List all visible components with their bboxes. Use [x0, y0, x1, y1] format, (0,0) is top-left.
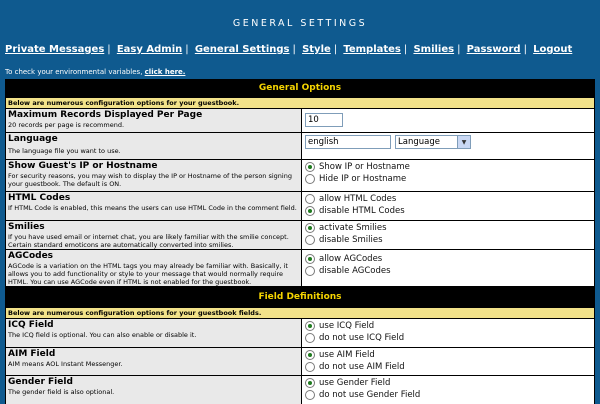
smilies-desc: If you have used email or internet chat, you are likely familiar with the smilie concept. Certain standard emoticons are automatically converted into smilies.	[8, 233, 289, 249]
nav-templates[interactable]: Templates	[343, 44, 401, 55]
nav-private-messages[interactable]: Private Messages	[5, 44, 105, 55]
setting-row-smilies	[6, 221, 594, 249]
setting-control-cell	[302, 319, 594, 347]
setting-label-cell	[6, 250, 301, 286]
gender-title: Gender Field	[8, 377, 73, 387]
setting-row-max-records	[6, 109, 594, 132]
nav-general-settings[interactable]: General Settings	[194, 44, 290, 55]
general-options-desc: Below are numerous configuration options for your guestbook.	[6, 98, 594, 108]
smilies-activate-label: activate Smilies	[319, 223, 387, 233]
setting-label-cell	[6, 160, 301, 191]
setting-control-cell	[302, 192, 594, 220]
setting-row-ip	[6, 160, 594, 191]
general-options-heading: General Options	[6, 80, 594, 97]
radio-unchecked-icon[interactable]	[305, 333, 315, 343]
agcodes-allow-option[interactable]	[305, 253, 591, 265]
gender-desc: The gender field is also optional.	[8, 388, 115, 396]
radio-unchecked-icon[interactable]	[305, 235, 315, 245]
icq-nouse-label: do not use ICQ Field	[319, 333, 405, 343]
nav-separator: |	[107, 44, 111, 55]
icq-title: ICQ Field	[8, 320, 54, 330]
language-desc: The language file you want to use.	[8, 147, 121, 155]
agcodes-disable-option[interactable]	[305, 265, 591, 277]
nav-style[interactable]: Style	[302, 44, 331, 55]
nav-password[interactable]: Password	[466, 44, 521, 55]
html-disable-label: disable HTML Codes	[319, 206, 405, 216]
max-records-desc: 20 records per page is recommend.	[8, 121, 125, 129]
nav-separator: |	[403, 44, 408, 55]
setting-label-cell	[6, 348, 301, 375]
icq-use-option[interactable]	[305, 320, 591, 332]
setting-control-cell	[302, 250, 594, 286]
smilies-disable-label: disable Smilies	[319, 235, 383, 245]
max-records-input[interactable]: 10	[305, 113, 343, 127]
setting-control-cell	[302, 348, 594, 375]
env-variables-link[interactable]: click here.	[144, 68, 186, 76]
field-definitions-heading: Field Definitions	[6, 287, 594, 307]
radio-checked-icon[interactable]	[305, 223, 315, 233]
language-input[interactable]: english	[305, 135, 391, 149]
aim-use-label: use AIM Field	[319, 350, 375, 360]
setting-control-cell	[302, 109, 594, 132]
radio-unchecked-icon[interactable]	[305, 266, 315, 276]
env-variables-text: To check your environmental variables,	[5, 68, 145, 76]
radio-unchecked-icon[interactable]	[305, 390, 315, 400]
nav-separator: |	[292, 44, 296, 55]
aim-desc: AIM means AOL Instant Messenger.	[8, 360, 123, 368]
radio-checked-icon[interactable]	[305, 206, 315, 216]
ip-show-option[interactable]	[305, 161, 591, 173]
smilies-activate-option[interactable]	[305, 222, 591, 234]
icq-nouse-option[interactable]	[305, 332, 591, 344]
icq-use-label: use ICQ Field	[319, 321, 375, 331]
setting-row-language	[6, 133, 594, 159]
nav-easy-admin[interactable]: Easy Admin	[116, 44, 183, 55]
setting-label-cell	[6, 319, 301, 347]
radio-checked-icon[interactable]	[305, 378, 315, 388]
html-allow-label: allow HTML Codes	[319, 194, 397, 204]
language-select-value: Language	[398, 137, 440, 147]
ip-hide-label: Hide IP or Hostname	[319, 174, 407, 184]
html-allow-option[interactable]	[305, 193, 591, 205]
radio-checked-icon[interactable]	[305, 350, 315, 360]
aim-nouse-option[interactable]	[305, 361, 591, 373]
setting-label-cell	[6, 192, 301, 220]
radio-checked-icon[interactable]	[305, 321, 315, 331]
settings-panel	[5, 79, 595, 404]
setting-label-cell	[6, 109, 301, 132]
ip-title: Show Guest's IP or Hostname	[8, 161, 158, 171]
gender-use-label: use Gender Field	[319, 378, 391, 388]
radio-unchecked-icon[interactable]	[305, 174, 315, 184]
radio-checked-icon[interactable]	[305, 162, 315, 172]
agcodes-desc: AGCode is a variation on the HTML tags you may already be familiar with. Basically, it allows you to add functionality or style to your message that would normally require HTML. You can use AGCode even if HTML is not enabled for the guestbook.	[8, 262, 288, 286]
radio-unchecked-icon[interactable]	[305, 194, 315, 204]
language-select[interactable]	[395, 135, 471, 149]
chevron-down-icon: ▼	[457, 136, 470, 148]
aim-use-option[interactable]	[305, 349, 591, 361]
gender-use-option[interactable]	[305, 377, 591, 389]
setting-control-cell	[302, 160, 594, 191]
nav-separator: |	[185, 44, 189, 55]
setting-row-aim	[6, 348, 594, 375]
setting-row-html	[6, 192, 594, 220]
ip-hide-option[interactable]	[305, 173, 591, 185]
max-records-title: Maximum Records Displayed Per Page	[8, 110, 203, 120]
ip-show-label: Show IP or Hostname	[319, 162, 410, 172]
gender-nouse-label: do not use Gender Field	[319, 390, 421, 400]
radio-unchecked-icon[interactable]	[305, 362, 315, 372]
smilies-title: Smilies	[8, 222, 45, 232]
admin-nav	[5, 44, 572, 55]
agcodes-title: AGCodes	[8, 251, 54, 261]
setting-label-cell	[6, 221, 301, 249]
nav-separator: |	[523, 44, 527, 55]
setting-control-cell	[302, 221, 594, 249]
env-variables-line	[5, 68, 185, 76]
agcodes-allow-label: allow AGCodes	[319, 254, 383, 264]
nav-smilies[interactable]: Smilies	[413, 44, 455, 55]
language-title: Language	[8, 134, 58, 144]
aim-title: AIM Field	[8, 349, 56, 359]
nav-separator: |	[333, 44, 338, 55]
html-title: HTML Codes	[8, 193, 71, 203]
field-definitions-desc: Below are numerous configuration options for your guestbook fields.	[6, 308, 594, 318]
html-disable-option[interactable]	[305, 205, 591, 217]
setting-control-cell	[302, 133, 594, 159]
page-title: GENERAL SETTINGS	[232, 18, 368, 29]
gender-nouse-option[interactable]	[305, 389, 591, 401]
ip-desc: For security reasons, you may wish to display the IP or Hostname of the person signing your guestbook. The default is ON.	[8, 172, 292, 188]
agcodes-disable-label: disable AGCodes	[319, 266, 391, 276]
setting-label-cell	[6, 133, 301, 159]
nav-separator: |	[457, 44, 461, 55]
html-desc: If HTML Code is enabled, this means the users can use HTML Code in the comment field.	[8, 204, 297, 212]
setting-row-icq	[6, 319, 594, 347]
smilies-disable-option[interactable]	[305, 234, 591, 246]
icq-desc: The ICQ field is optional. You can also enable or disable it.	[8, 331, 197, 339]
nav-logout[interactable]: Logout	[533, 44, 573, 55]
setting-row-agcodes	[6, 250, 594, 286]
radio-checked-icon[interactable]	[305, 254, 315, 264]
aim-nouse-label: do not use AIM Field	[319, 362, 405, 372]
